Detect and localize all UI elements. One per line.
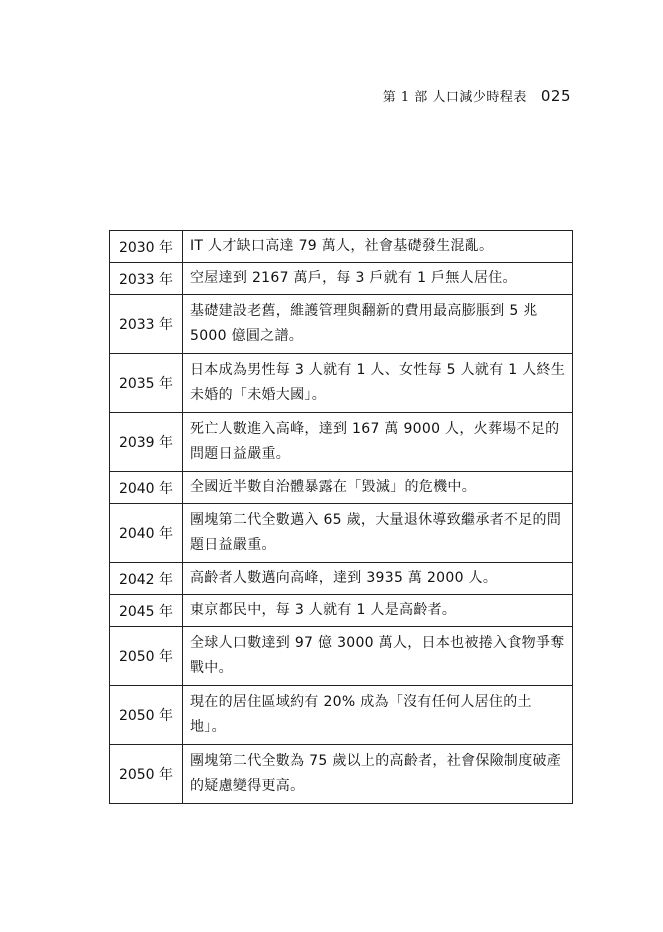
table-row bbox=[110, 413, 573, 472]
table-row bbox=[110, 472, 573, 504]
year-cell: 2033 年 bbox=[110, 295, 183, 354]
event-cell: 全國近半數自治體暴露在「毀滅」的危機中。 bbox=[183, 472, 573, 504]
year-cell: 2050 年 bbox=[110, 686, 183, 745]
event-cell: 基礎建設老舊，維護管理與翻新的費用最高膨脹到 5 兆 5000 億圓之譜。 bbox=[183, 295, 573, 354]
year-cell: 2033 年 bbox=[110, 263, 183, 295]
year-cell: 2050 年 bbox=[110, 745, 183, 804]
year-cell: 2040 年 bbox=[110, 472, 183, 504]
event-cell: 日本成為男性每 3 人就有 1 人、女性每 5 人就有 1 人終生未婚的「未婚大國」。 bbox=[183, 354, 573, 413]
table-row bbox=[110, 354, 573, 413]
event-cell: 現在的居住區域約有 20% 成為「沒有任何人居住的土地」。 bbox=[183, 686, 573, 745]
table-row bbox=[110, 745, 573, 804]
year-cell: 2042 年 bbox=[110, 563, 183, 595]
event-cell: 空屋達到 2167 萬戶，每 3 戶就有 1 戶無人居住。 bbox=[183, 263, 573, 295]
year-cell: 2039 年 bbox=[110, 413, 183, 472]
table-row bbox=[110, 504, 573, 563]
event-cell: 東京都民中，每 3 人就有 1 人是高齡者。 bbox=[183, 595, 573, 627]
year-cell: 2045 年 bbox=[110, 595, 183, 627]
event-cell: 團塊第二代全數為 75 歲以上的高齡者，社會保險制度破產的疑慮變得更高。 bbox=[183, 745, 573, 804]
table-row bbox=[110, 627, 573, 686]
event-cell: IT 人才缺口高達 79 萬人，社會基礎發生混亂。 bbox=[183, 231, 573, 263]
event-cell: 死亡人數進入高峰，達到 167 萬 9000 人，火葬場不足的問題日益嚴重。 bbox=[183, 413, 573, 472]
year-cell: 2030 年 bbox=[110, 231, 183, 263]
event-cell: 團塊第二代全數邁入 65 歲，大量退休導致繼承者不足的問題日益嚴重。 bbox=[183, 504, 573, 563]
page-number: 025 bbox=[540, 87, 571, 105]
running-header bbox=[383, 86, 571, 105]
table-row bbox=[110, 263, 573, 295]
year-cell: 2035 年 bbox=[110, 354, 183, 413]
event-cell: 高齡者人數邁向高峰，達到 3935 萬 2000 人。 bbox=[183, 563, 573, 595]
timeline-table bbox=[109, 230, 573, 804]
table-row bbox=[110, 595, 573, 627]
table-row bbox=[110, 295, 573, 354]
year-cell: 2050 年 bbox=[110, 627, 183, 686]
table-row bbox=[110, 563, 573, 595]
event-cell: 全球人口數達到 97 億 3000 萬人，日本也被捲入食物爭奪戰中。 bbox=[183, 627, 573, 686]
year-cell: 2040 年 bbox=[110, 504, 183, 563]
table-row bbox=[110, 231, 573, 263]
table-row bbox=[110, 686, 573, 745]
running-header-title: 第 1 部 人口減少時程表 bbox=[382, 90, 527, 105]
